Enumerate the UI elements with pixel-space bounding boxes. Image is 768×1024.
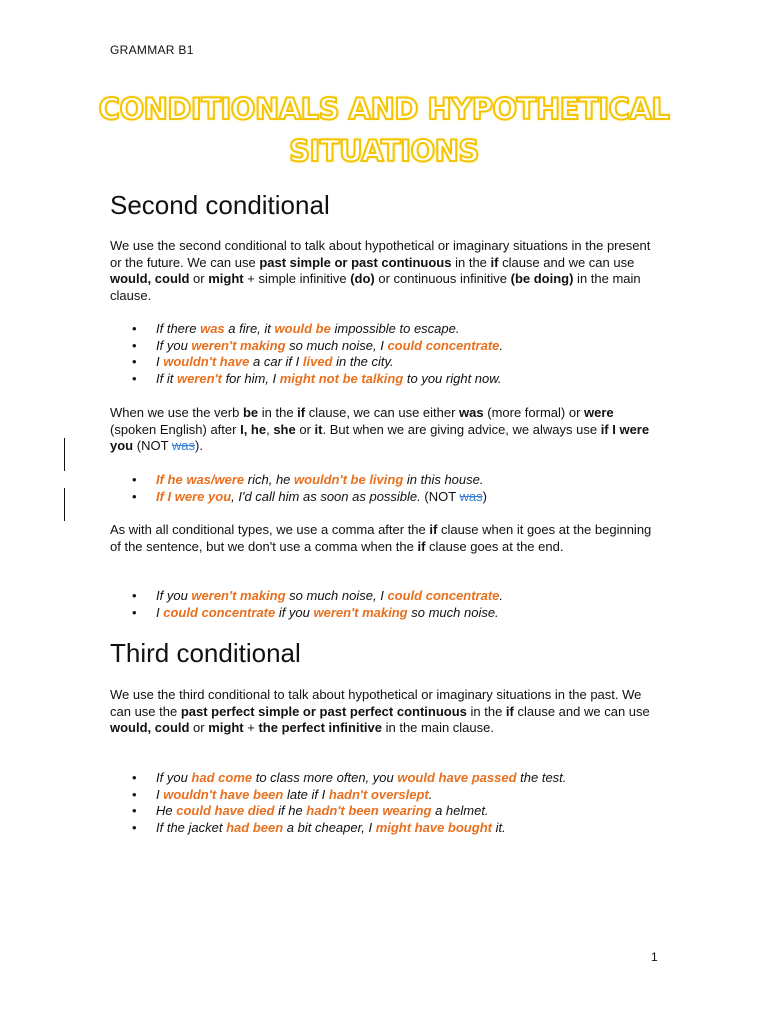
highlight-verb: If I were you — [156, 488, 232, 504]
title-line-2: SITUATIONS — [289, 134, 479, 168]
highlight-verb: could concentrate — [387, 337, 500, 353]
example-text: for him, I — [221, 371, 280, 387]
text: or — [295, 421, 315, 437]
text: ). — [195, 438, 203, 454]
example-text: in this house. — [403, 472, 484, 487]
text: When we use the verb — [110, 405, 243, 420]
example-text: to class more often, you — [252, 770, 398, 785]
text: As with all conditional types, we use a comma after the — [110, 522, 430, 537]
text: or continuous infinitive — [374, 271, 511, 287]
example-text: If you — [156, 588, 192, 603]
example-text: (NOT — [424, 488, 460, 504]
bold-text: if — [505, 703, 514, 719]
text: clause and we can use — [513, 703, 650, 719]
bold-text: it — [314, 421, 323, 437]
example-text: it. — [491, 820, 506, 836]
example-text: a car if I — [249, 354, 303, 370]
strikethrough-text: was — [459, 488, 483, 504]
third-conditional-intro — [110, 687, 662, 737]
text: . But when we are giving advice, we always use — [322, 421, 601, 437]
example-text: so much noise. — [407, 604, 499, 620]
highlight-verb: wouldn't have been — [163, 786, 284, 802]
was-were-examples — [110, 472, 670, 505]
example-text: a helmet. — [431, 803, 489, 819]
bold-text: if I were you — [110, 421, 650, 454]
text: (more formal) or — [483, 405, 585, 420]
change-bar — [64, 488, 65, 521]
example-text: If you — [156, 770, 192, 785]
highlight-verb: weren't — [176, 371, 222, 387]
highlight-verb: would be — [274, 321, 331, 336]
example-text: If there — [156, 321, 201, 336]
example-text: . — [428, 786, 433, 802]
highlight-verb: weren't making — [313, 604, 408, 620]
highlight-verb: could concentrate — [387, 588, 500, 603]
bold-text: she — [273, 421, 296, 437]
text: clause goes at the end. — [425, 538, 564, 554]
example-text: late if I — [283, 786, 329, 802]
highlight-verb: If he was/were — [156, 472, 245, 487]
example-text: If the jacket — [156, 820, 227, 836]
bold-text: were — [584, 405, 614, 420]
highlight-verb: could concentrate — [163, 604, 276, 620]
third-conditional-examples — [110, 770, 670, 837]
example-text: ) — [482, 488, 488, 504]
example-text: impossible to escape. — [330, 321, 460, 336]
bold-text: I, he — [240, 421, 267, 437]
text: clause and we can use — [498, 254, 635, 270]
example-text: so much noise, I — [285, 588, 388, 603]
example-text: I — [156, 786, 164, 802]
example-text: I — [156, 354, 164, 370]
page-number: 1 — [651, 950, 658, 964]
strikethrough-text: was — [171, 438, 196, 454]
change-bar — [64, 438, 65, 471]
list-item — [110, 770, 670, 787]
list-item — [110, 820, 670, 837]
example-text: the test. — [516, 770, 567, 785]
list-item — [110, 588, 670, 605]
highlight-verb: hadn't been wearing — [306, 803, 432, 819]
highlight-verb: might have bought — [375, 820, 492, 836]
bold-text: if — [417, 538, 426, 554]
highlight-verb: might not be talking — [279, 371, 404, 387]
text: or — [189, 271, 209, 287]
bold-text: might — [208, 720, 244, 736]
comma-explanation — [110, 522, 662, 555]
list-item — [110, 787, 670, 804]
bold-text: might — [208, 271, 244, 287]
highlight-verb: lived — [302, 354, 333, 370]
text: We use the third conditional to talk about hypothetical or imaginary situations in the past. We can use the — [110, 687, 642, 719]
highlight-verb: would have passed — [397, 770, 517, 785]
list-item — [110, 605, 670, 622]
title-line-1: CONDITIONALS AND HYPOTHETICAL — [98, 92, 670, 126]
example-text: a bit cheaper, I — [283, 820, 376, 836]
bold-text: would, could — [110, 271, 190, 287]
example-text: If it — [156, 371, 177, 387]
bold-text: be — [242, 405, 259, 420]
highlight-verb: could have died — [176, 803, 275, 819]
list-item — [110, 489, 670, 506]
text: + — [243, 720, 259, 736]
example-text: to you right now. — [403, 371, 502, 387]
section-heading-second-conditional: Second conditional — [110, 190, 330, 220]
comma-examples — [110, 588, 670, 621]
text: in the — [451, 254, 491, 270]
example-text: so much noise, I — [285, 337, 388, 353]
text: clause, we can use either — [305, 405, 460, 420]
bold-text: the perfect infinitive — [258, 720, 382, 736]
section-heading-third-conditional: Third conditional — [110, 638, 301, 668]
text: in the main clause. — [110, 271, 641, 304]
text: in the — [466, 703, 506, 719]
highlight-verb: hadn't overslept — [328, 786, 429, 802]
highlight-verb: had come — [191, 770, 253, 785]
text: , — [266, 421, 274, 437]
list-item — [110, 371, 670, 388]
bold-text: if — [429, 522, 438, 537]
example-text: rich, he — [244, 472, 295, 487]
highlight-verb: was — [200, 321, 225, 336]
second-conditional-examples — [110, 321, 670, 388]
document-header: GRAMMAR B1 — [110, 43, 194, 57]
bold-text: was — [459, 405, 484, 420]
text: We use the second conditional to talk about hypothetical or imaginary situations in the present or the future. We can use — [110, 238, 651, 270]
bold-text: past simple or past continuous — [259, 254, 452, 270]
text: in the main clause. — [381, 720, 494, 736]
example-text: I — [156, 604, 164, 620]
bold-text: (be doing) — [510, 271, 574, 287]
example-text: , I'd call him as soon as possible. — [231, 488, 425, 504]
list-item — [110, 803, 670, 820]
bold-text: if — [490, 254, 499, 270]
highlight-verb: wouldn't have — [163, 354, 250, 370]
example-text: if he — [274, 803, 307, 819]
highlight-verb: weren't making — [191, 588, 286, 603]
list-item — [110, 338, 670, 355]
bold-text: if — [297, 405, 306, 420]
text: in the — [258, 405, 298, 420]
example-text: . — [499, 588, 504, 603]
text: (NOT — [133, 438, 172, 454]
text: + simple infinitive — [243, 271, 351, 287]
highlight-verb: wouldn't be living — [294, 472, 404, 487]
example-text: If you — [156, 337, 192, 353]
example-text: He — [156, 803, 177, 819]
example-text: . — [499, 337, 504, 353]
example-text: a fire, it — [224, 321, 275, 336]
list-item — [110, 321, 670, 338]
text: (spoken English) after — [110, 421, 241, 437]
text: or — [189, 720, 209, 736]
was-were-explanation — [110, 405, 662, 455]
highlight-verb: had been — [226, 820, 284, 836]
example-text: if you — [275, 604, 314, 620]
list-item — [110, 472, 670, 489]
bold-text: would, could — [110, 720, 190, 736]
example-text: in the city. — [332, 354, 394, 370]
highlight-verb: weren't making — [191, 337, 286, 353]
list-item — [110, 354, 670, 371]
bold-text: (do) — [350, 271, 375, 287]
text: clause when it goes at the beginning of the sentence, but we don't use a comma when the — [110, 522, 652, 554]
bold-text: past perfect simple or past perfect continuous — [180, 703, 467, 719]
page-title — [60, 88, 708, 172]
second-conditional-intro — [110, 238, 662, 305]
